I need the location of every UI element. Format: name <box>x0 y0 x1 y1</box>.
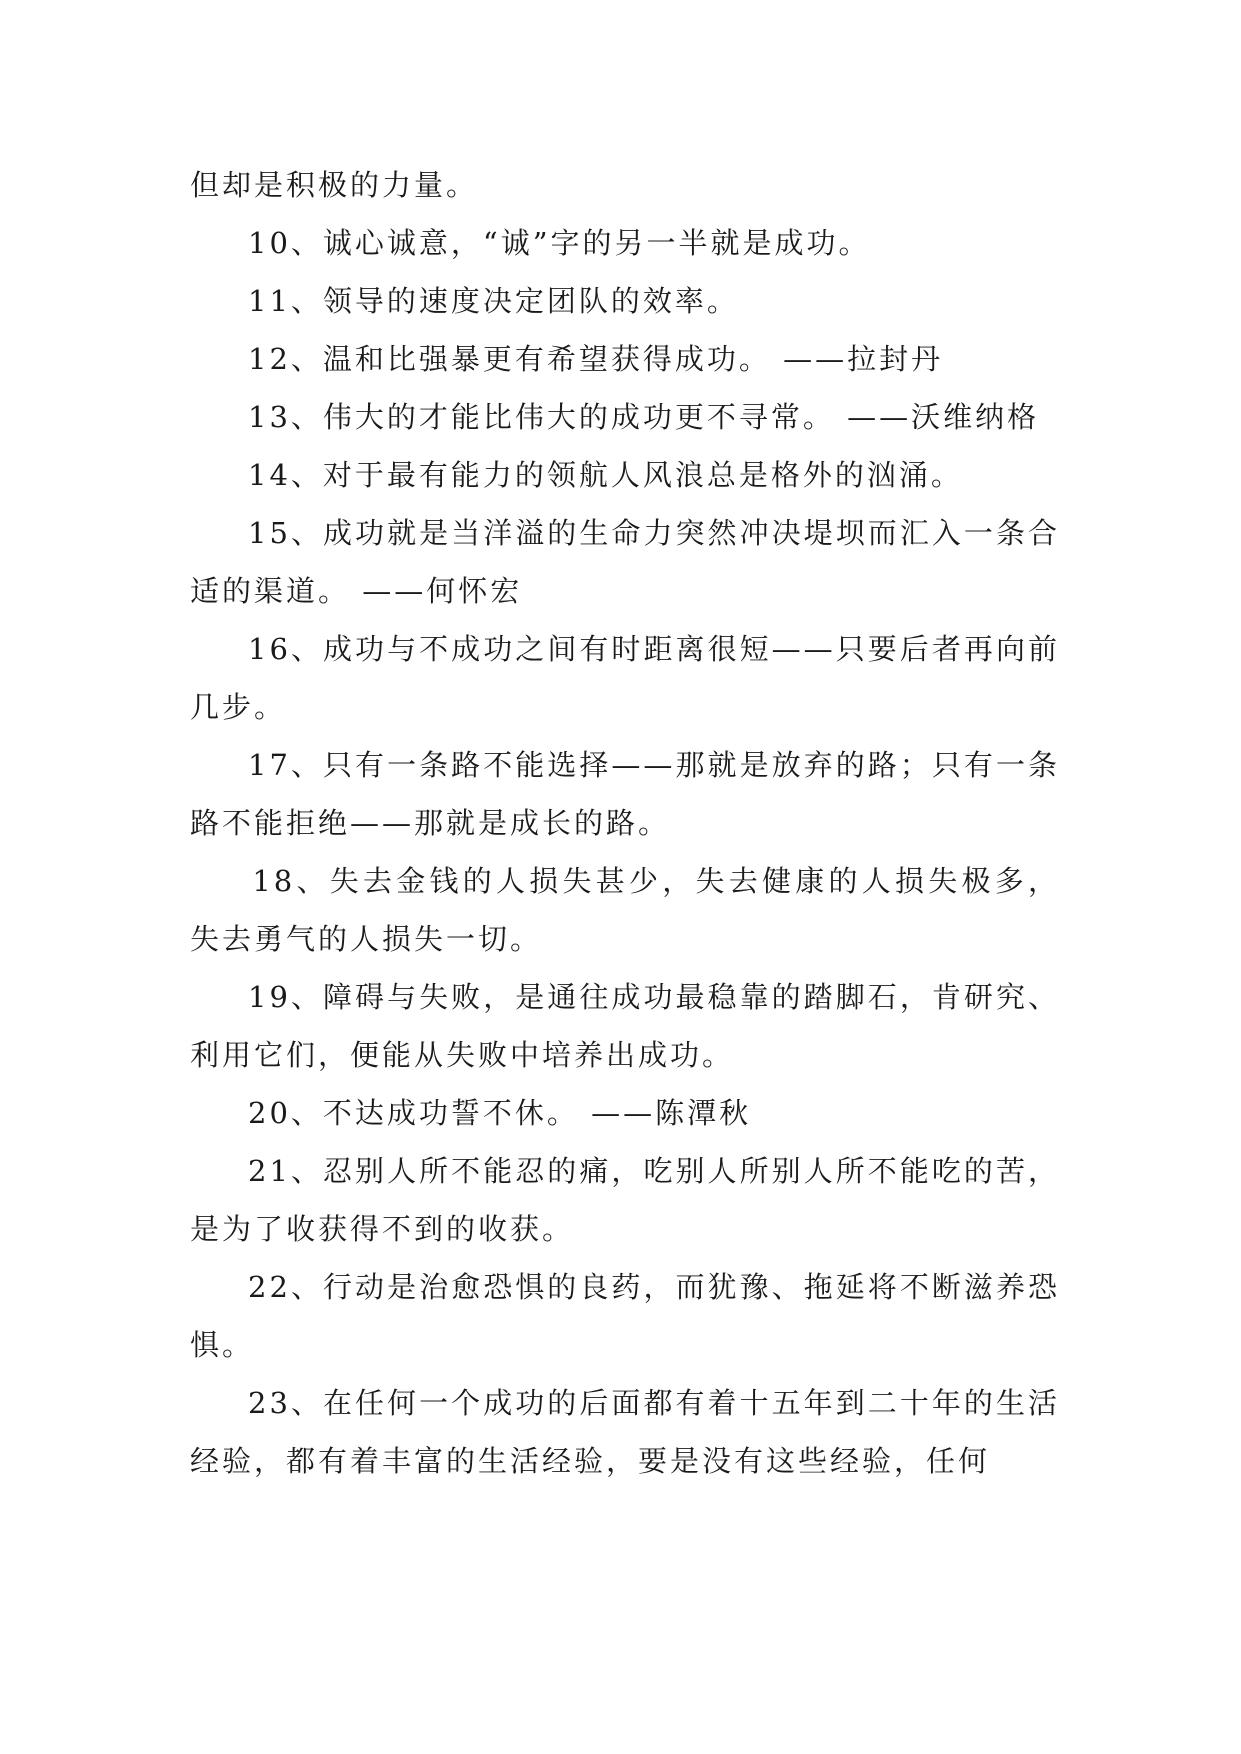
document-body <box>190 156 1060 1490</box>
paragraph-continuation: 但却是积极的力量。 <box>190 168 479 202</box>
paragraph-23: 23、在任何一个成功的后面都有着十五年到二十年的生活经验，都有着丰富的生活经验，要是没有这些经验，任何 <box>190 1386 1060 1478</box>
paragraph-16: 16、成功与不成功之间有时距离很短——只要后者再向前几步。 <box>190 632 1060 724</box>
paragraph-15: 15、成功就是当洋溢的生命力突然冲决堤坝而汇入一条合适的渠道。 ——何怀宏 <box>190 516 1060 608</box>
paragraph-18: 18、失去金钱的人损失甚少，失去健康的人损失极多，失去勇气的人损失一切。 <box>190 864 1060 956</box>
paragraph-17: 17、只有一条路不能选择——那就是放弃的路；只有一条路不能拒绝——那就是成长的路。 <box>190 748 1060 840</box>
paragraph-14: 14、对于最有能力的领航人风浪总是格外的汹涌。 <box>248 458 963 492</box>
paragraph-19: 19、障碍与失败，是通往成功最稳靠的踏脚石，肯研究、利用它们，便能从失败中培养出成功。 <box>190 980 1060 1072</box>
paragraph-11: 11、领导的速度决定团队的效率。 <box>248 284 739 318</box>
paragraph-22: 22、行动是治愈恐惧的良药，而犹豫、拖延将不断滋养恐惧。 <box>190 1270 1060 1362</box>
paragraph-13: 13、伟大的才能比伟大的成功更不寻常。 ——沃维纳格 <box>248 400 1040 434</box>
paragraph-10: 10、诚心诚意，“诚”字的另一半就是成功。 <box>248 226 871 260</box>
paragraph-20: 20、不达成功誓不休。 ——陈潭秋 <box>248 1096 752 1130</box>
paragraph-12: 12、温和比强暴更有希望获得成功。 ——拉封丹 <box>248 342 944 376</box>
paragraph-21: 21、忍别人所不能忍的痛，吃别人所别人所不能吃的苦，是为了收获得不到的收获。 <box>190 1154 1060 1246</box>
